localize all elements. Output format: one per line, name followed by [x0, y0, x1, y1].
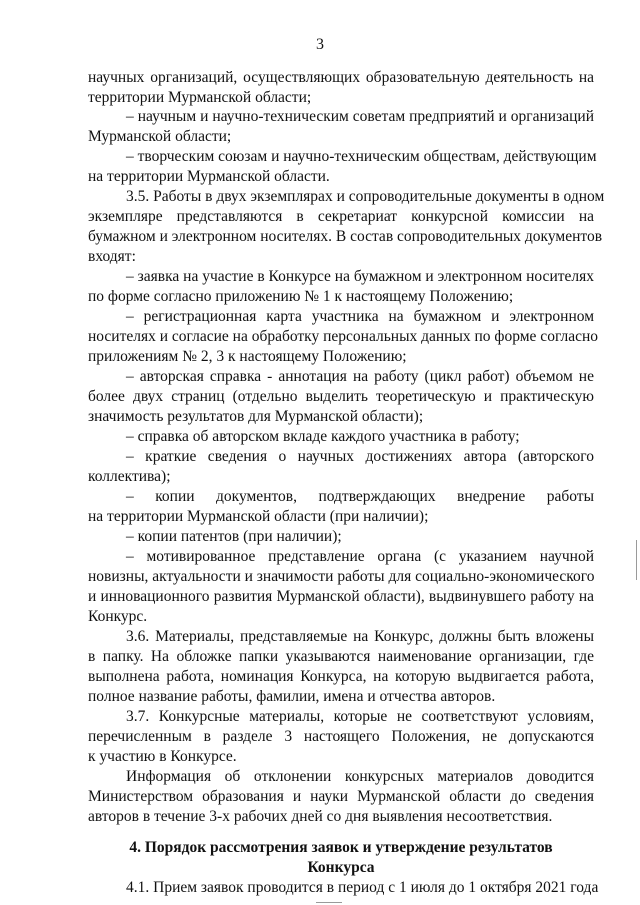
scan-bottom-mark [316, 902, 342, 903]
paragraph-start: 3.7. Конкурсные материалы, которые не соответствуют условиям, [126, 708, 594, 725]
text-line: бумажном и электронном носителях. В состав сопроводительных документов [88, 228, 603, 245]
text-line: научных организаций, осуществляющих образовательную деятельность на [88, 69, 594, 86]
section-heading: Конкурса [307, 859, 375, 876]
text-line: носителях и согласие на обработку персональных данных по форме согласно [88, 328, 599, 345]
text-line: на территории Мурманской области. [88, 168, 330, 185]
text-line: более двух страниц (отдельно выделить теоретическую и практическую [88, 388, 594, 405]
list-item: – научным и научно-техническим советам предприятий и организаций [126, 108, 594, 125]
text-line: по форме согласно приложению № 1 к настоящему Положению; [88, 288, 514, 305]
list-item: – творческим союзам и научно-техническим обществам, действующим [126, 148, 597, 165]
section-heading: 4. Порядок рассмотрения заявок и утверждение результатов [129, 839, 553, 856]
page-number: 3 [316, 36, 324, 53]
text-line: территории Мурманской области; [88, 89, 312, 106]
text-line: Министерством образования и науки Мурманской области до сведения [88, 788, 594, 805]
text-line: коллектива); [88, 468, 171, 485]
list-item: – регистрационная карта участника на бумажном и электронном [126, 308, 594, 325]
text-line: к участию в Конкурсе. [88, 748, 237, 765]
text-line: полное название работы, фамилии, имена и отчества авторов. [88, 688, 496, 705]
list-item: – краткие сведения о научных достижениях автора (авторского [126, 448, 594, 465]
text-line: новизны, актуальности и значимости работы для социально-экономического [88, 568, 595, 585]
list-item: – мотивированное представление органа (с указанием научной [126, 548, 594, 565]
text-line: авторов в течение 3-х рабочих дней со дня выявления несоответствия. [88, 808, 553, 825]
list-item: – заявка на участие в Конкурсе на бумажном и электронном носителях [126, 268, 594, 285]
text-line: Конкурс. [88, 608, 148, 625]
text-line: перечисленным в разделе 3 настоящего Положения, не допускаются [88, 728, 594, 745]
text-line: на территории Мурманской области (при наличии); [88, 508, 429, 525]
text-line: значимость результатов для Мурманской области); [88, 408, 424, 425]
scan-edge-mark [636, 540, 637, 580]
paragraph-start: 3.5. Работы в двух экземплярах и сопроводительные документы в одном [126, 188, 605, 205]
list-item: – справка об авторском вкладе каждого участника в работу; [126, 428, 520, 445]
text-line: входят: [88, 248, 136, 265]
list-item: – копии патентов (при наличии); [126, 528, 342, 545]
text-line: Мурманской области; [88, 128, 232, 145]
list-item: – авторская справка - аннотация на работу (цикл работ) объемом не [126, 368, 594, 385]
text-line: приложениям № 2, 3 к настоящему Положению; [88, 348, 407, 365]
text-line: экземпляре представляются в секретариат конкурсной комиссии на [88, 208, 594, 225]
list-item: – копии документов, подтверждающих внедрение работы [126, 488, 594, 505]
text-line: выполнена работа, номинация Конкурса, на которую выдвигается работа, [88, 668, 594, 685]
text-line: в папку. На обложке папки указываются наименование организации, где [88, 648, 594, 665]
paragraph-start: 4.1. Прием заявок проводится в период с 1 июля до 1 октября 2021 года [126, 879, 599, 896]
text-line: и инновационного развития Мурманской области), выдвинувшего работу на [88, 588, 594, 605]
paragraph-start: 3.6. Материалы, представляемые на Конкурс, должны быть вложены [126, 628, 594, 645]
paragraph-start: Информация об отклонении конкурсных материалов доводится [126, 768, 594, 785]
